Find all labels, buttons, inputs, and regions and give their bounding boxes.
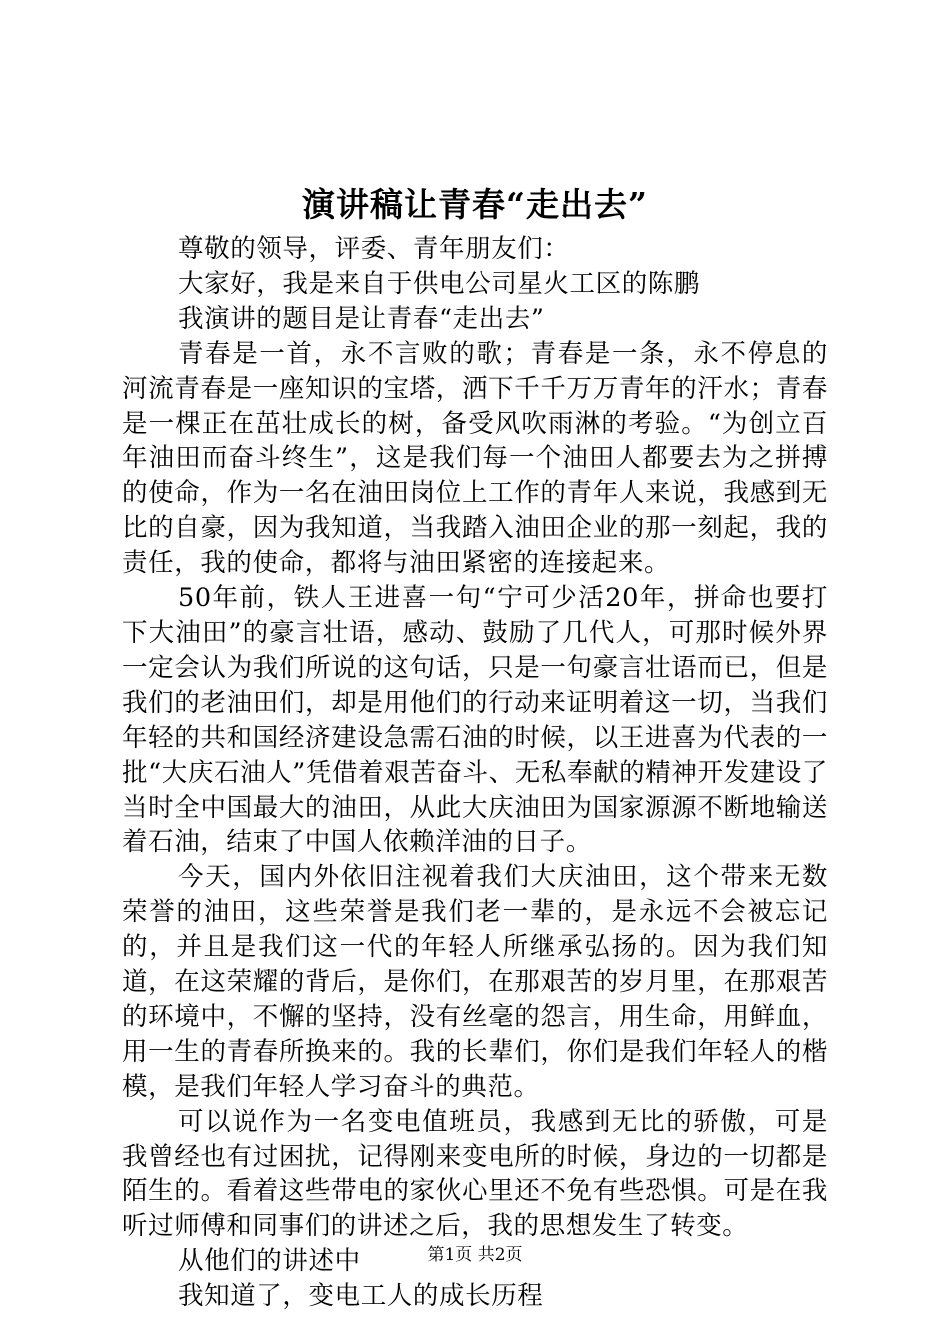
paragraph-history: 50年前，铁人王进喜一句“宁可少活20年，拼命也要打下大油田”的豪言壮语，感动、鼓励了几代人，可那时候外界一定会认为我们所说的这句话，只是一句豪言壮语而已，但是我们的老油田们，却是用他们的行动来证明着这一切，当我们年轻的共和国经济建设急需石油的时候，以王进喜为代表的一批“大庆石油人”凭借着艰苦奋斗、无私奉献的精神开发建设了当时全中国最大的油田，从此大庆油田为国家源源不断地输送着石油，结束了中国人依赖洋油的日子。	[122, 583, 828, 858]
paragraph-today: 今天，国内外依旧注视着我们大庆油田，这个带来无数荣誉的油田，这些荣誉是我们老一辈的，是永远不会被忘记的，并且是我们这一代的年轻人所继承弘扬的。因为我们知道，在这荣耀的背后，是你们，在那艰苦的岁月里，在那艰苦的环境中，不懈的坚持，没有丝毫的怨言，用生命，用鲜血，用一生的青春所换来的。我的长辈们，你们是我们年轻人的楷模，是我们年轻人学习奋斗的典范。	[122, 862, 828, 1102]
paragraph-topic: 我演讲的题目是让青春“走出去”	[178, 303, 545, 334]
paragraph-substation: 可以说作为一名变电值班员，我感到无比的骄傲，可是我曾经也有过困扰，记得刚来变电所的时候，身边的一切都是陌生的。看着这些带电的家伙心里还不免有些恐惧。可是在我听过师傅和同事们的讲述之后，我的思想发生了转变。	[122, 1106, 828, 1242]
paragraph-narration: 从他们的讲述中	[178, 1246, 361, 1277]
document-body	[122, 232, 828, 1314]
page-footer: 第1页 共2页	[427, 1245, 523, 1265]
document-title: 演讲稿让青春“走出去”	[302, 185, 648, 224]
paragraph-greeting: 大家好，我是来自于供电公司星火工区的陈鹏	[178, 268, 701, 299]
paragraph-growth: 我知道了，变电工人的成长历程	[178, 1281, 544, 1312]
paragraph-youth: 青春是一首，永不言败的歌；青春是一条，永不停息的河流青春是一座知识的宝塔，洒下千千万万青年的汗水；青春是一棵正在茁壮成长的树，备受风吹雨淋的考验。“为创立百年油田而奋斗终生”，这是我们每一个油田人都要去为之拼搏的使命，作为一名在油田岗位上工作的青年人来说，我感到无比的自豪，因为我知道，当我踏入油田企业的那一刻起，我的责任，我的使命，都将与油田紧密的连接起来。	[122, 338, 828, 579]
paragraph-salutation: 尊敬的领导，评委、青年朋友们：	[178, 234, 570, 264]
